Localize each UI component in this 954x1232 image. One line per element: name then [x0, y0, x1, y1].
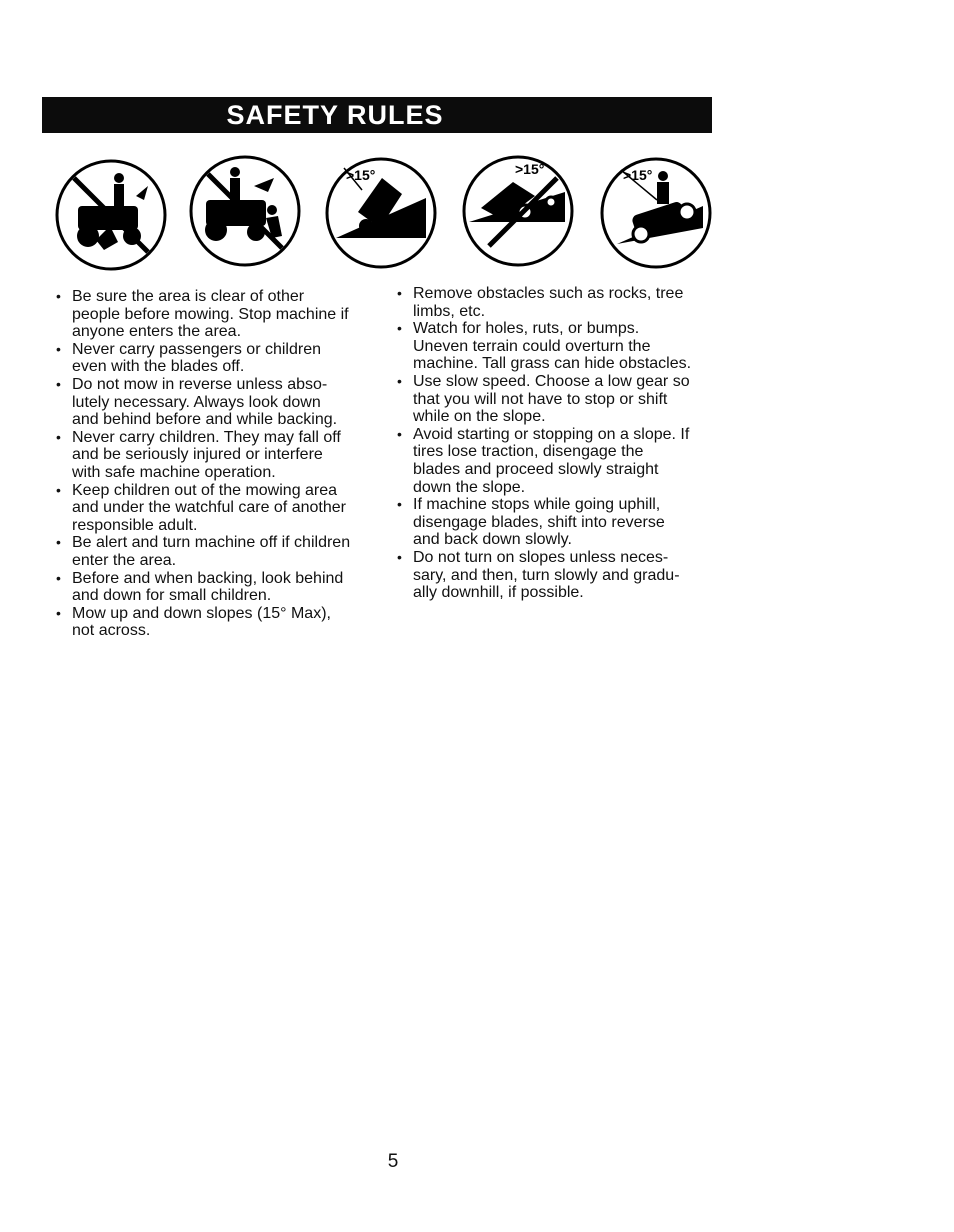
no-passengers-icon: [52, 156, 170, 274]
slope-angle-label: >15°: [623, 167, 653, 183]
rule-item: • Watch for holes, ruts, or bumps. Uneven terrain could overturn the machine. Tall grass can hide obstacles.: [396, 320, 726, 373]
slope-up-allowed-icon: [322, 154, 440, 272]
safety-rules-list: [396, 285, 726, 602]
page-number: 5: [387, 1151, 399, 1172]
rule-item: • Remove obstacles such as rocks, tree limbs, etc.: [396, 285, 726, 320]
rule-item: • Mow up and down slopes (15° Max), not across.: [55, 605, 385, 640]
no-children-reverse-icon: [186, 152, 304, 270]
safety-icon-row: [0, 152, 954, 272]
section-header-bar: [42, 97, 712, 133]
rule-item: • If machine stops while going uphill, disengage blades, shift into reverse and back down slowly.: [396, 496, 726, 549]
slope-across-prohibited-icon: [597, 154, 715, 272]
rule-item: • Never carry children. They may fall off and be seriously injured or interfere with safe machine operation.: [55, 429, 385, 482]
rule-item: • Do not mow in reverse unless abso- lutely necessary. Always look down and behind before and while backing.: [55, 376, 385, 429]
rule-item: • Keep children out of the mowing area and under the watchful care of another responsible adult.: [55, 482, 385, 535]
right-rules-column: [396, 285, 726, 602]
slope-angle-label: >15°: [346, 167, 376, 183]
rule-item: • Before and when backing, look behind and down for small children.: [55, 570, 385, 605]
safety-rules-list: [55, 288, 385, 640]
rule-item: • Do not turn on slopes unless neces- sary, and then, turn slowly and gradu- ally downhill, if possible.: [396, 549, 726, 602]
rule-item: • Avoid starting or stopping on a slope. If tires lose traction, disengage the blades and proceed slowly straight down the slope.: [396, 426, 726, 496]
section-title: SAFETY RULES: [226, 100, 444, 130]
slope-down-prohibited-icon: [459, 152, 577, 270]
left-rules-column: [55, 288, 385, 640]
rule-item: • Be alert and turn machine off if children enter the area.: [55, 534, 385, 569]
rule-item: • Be sure the area is clear of other people before mowing. Stop machine if anyone enters the area.: [55, 288, 385, 341]
rule-item: • Use slow speed. Choose a low gear so that you will not have to stop or shift while on the slope.: [396, 373, 726, 426]
rule-item: • Never carry passengers or children even with the blades off.: [55, 341, 385, 376]
slope-angle-label: >15°: [515, 161, 545, 177]
